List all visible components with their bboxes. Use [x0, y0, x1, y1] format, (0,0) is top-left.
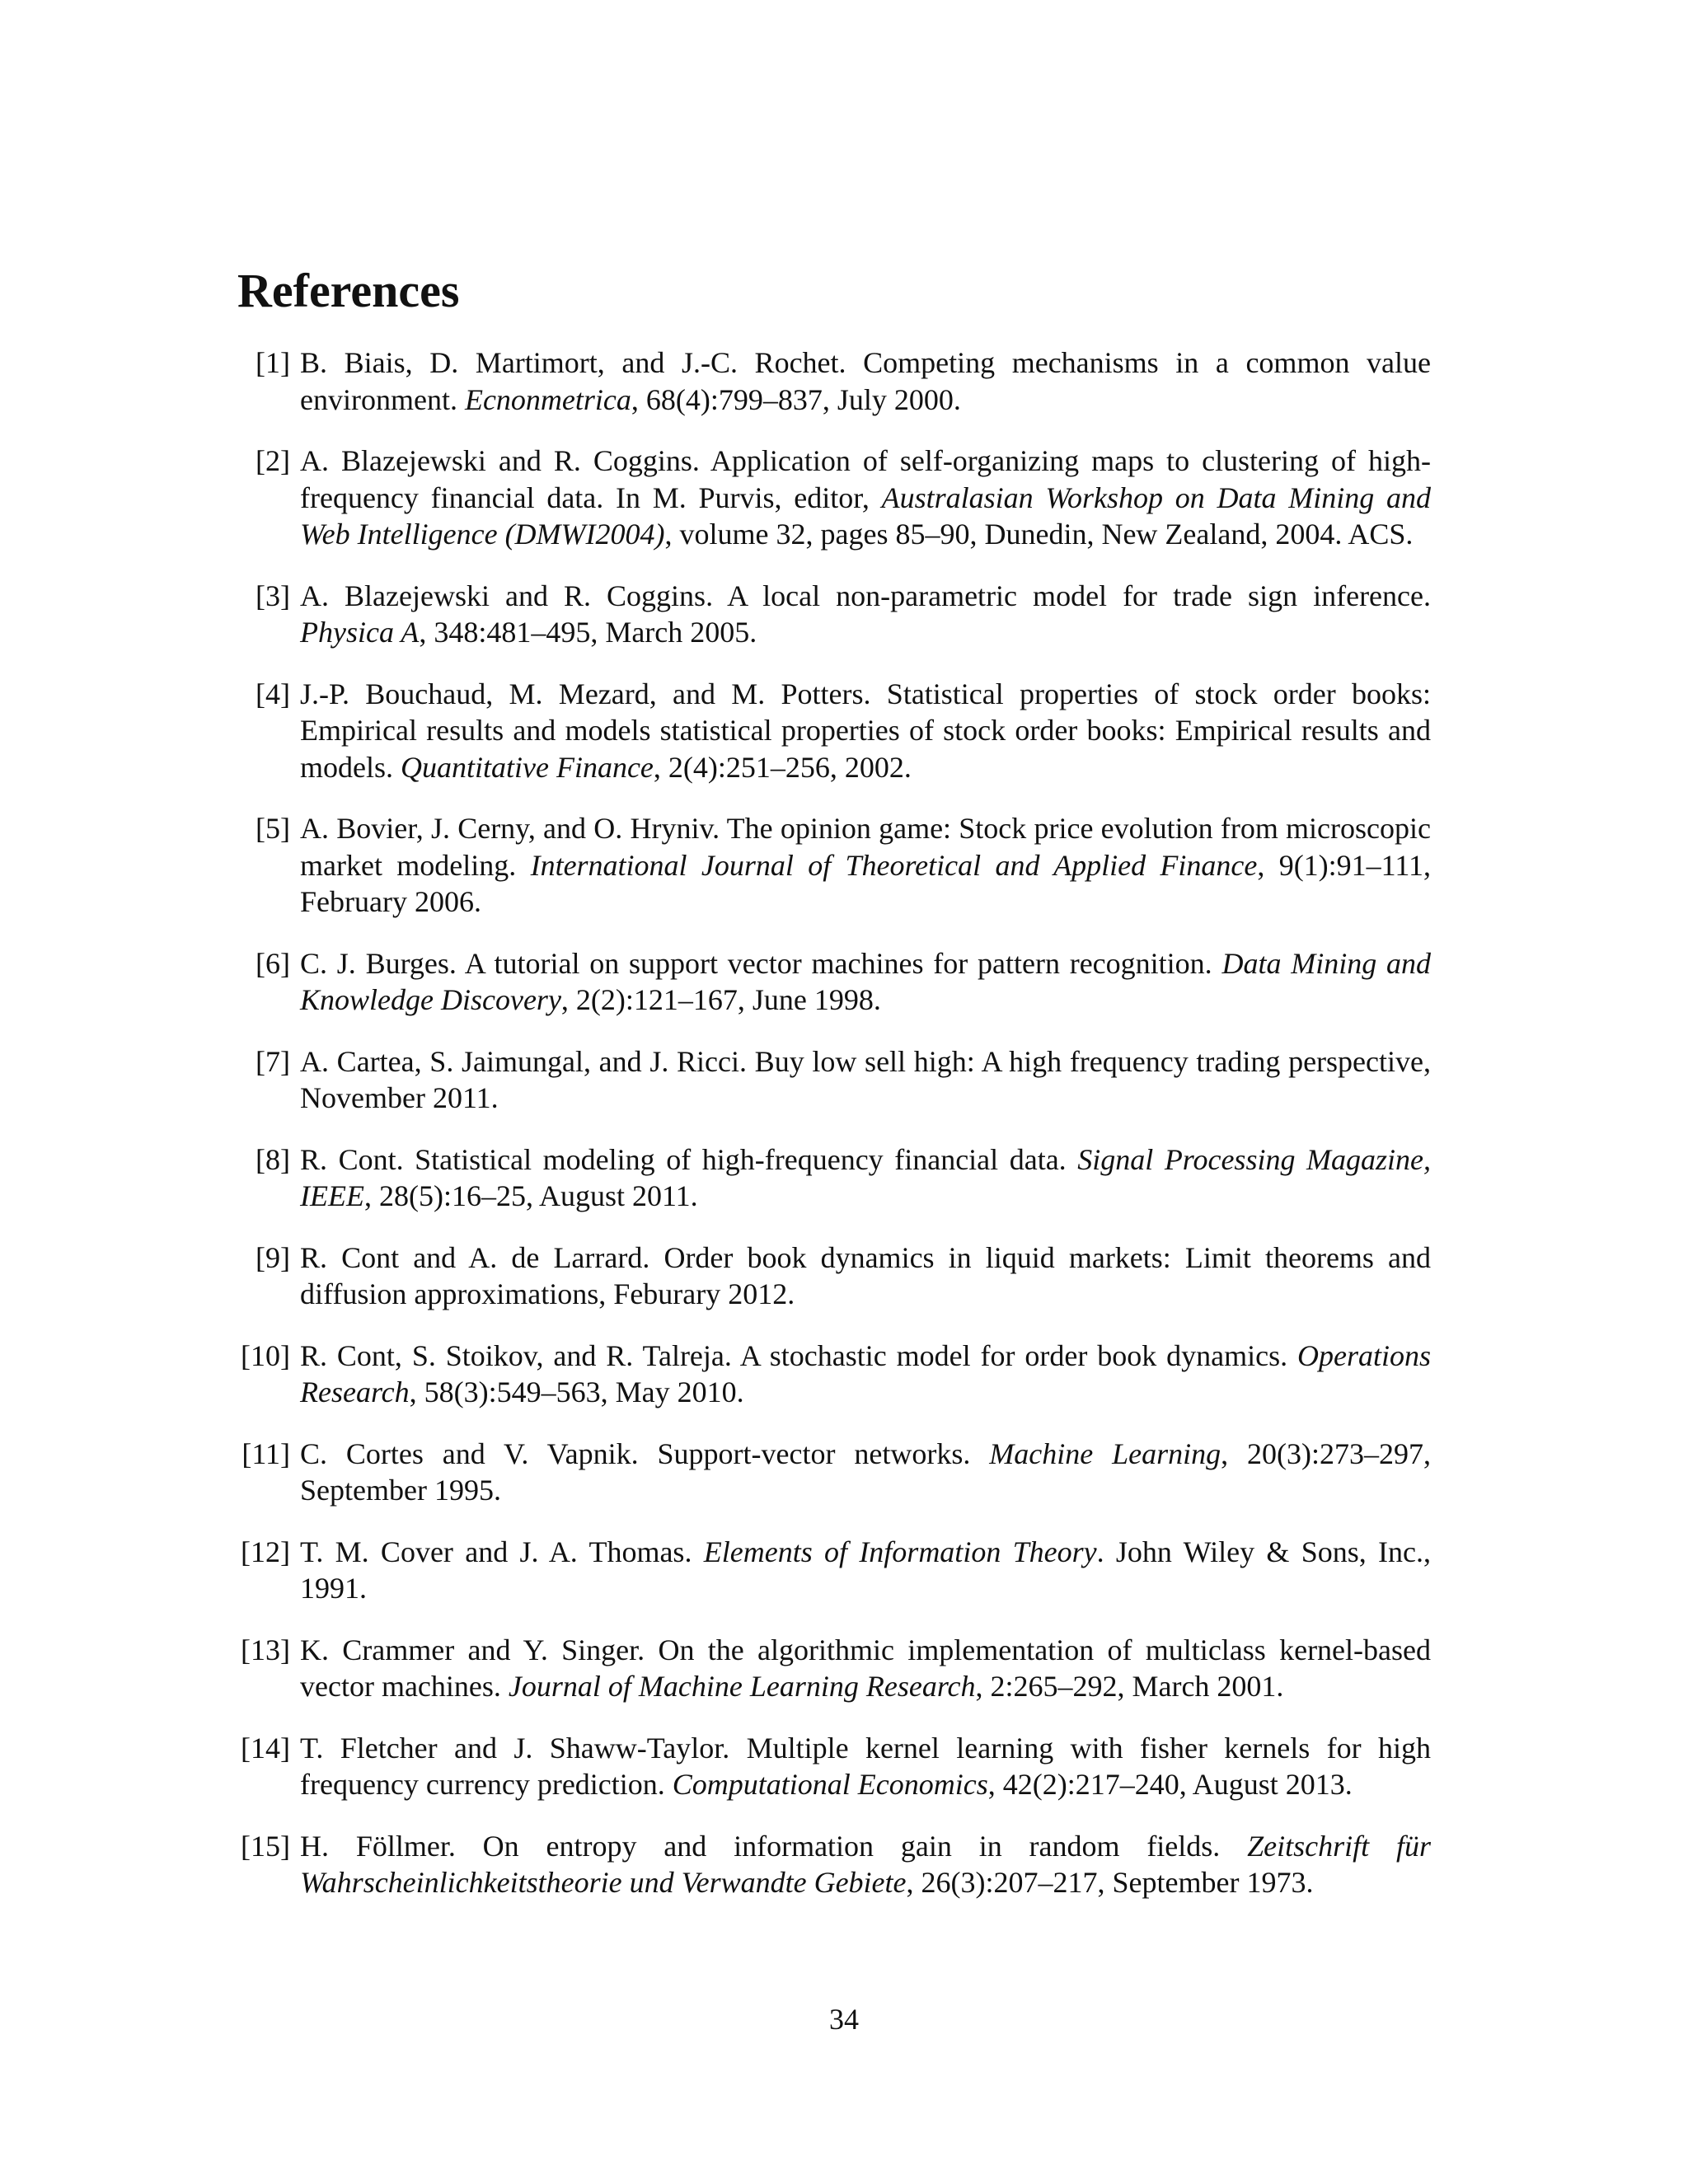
reference-venue: Ecnonmetrica: [464, 382, 631, 416]
reference-number: [12]: [241, 1535, 290, 1568]
reference-details: , 42(2):217–240, August 2013.: [987, 1768, 1353, 1801]
reference-venue: Computational Economics: [672, 1768, 988, 1801]
reference-venue: Quantitative Finance: [401, 750, 654, 784]
reference-item: [237, 578, 1431, 651]
reference-venue: Operations Research: [300, 1338, 1431, 1408]
reference-details: , 20(3):273–297, September 1995.: [300, 1436, 1431, 1507]
reference-text: [300, 444, 1431, 551]
reference-authors-title: C. J. Burges. A tutorial on support vector machines for pattern recognition.: [300, 946, 1222, 980]
reference-authors-title: A. Cartea, S. Jaimungal, and J. Ricci. Buy low sell high: A high frequency trading perspective, November 2011.: [300, 1044, 1431, 1114]
reference-item: [237, 1240, 1431, 1313]
reference-text: [300, 1339, 1431, 1409]
reference-authors-title: K. Crammer and Y. Singer. On the algorithmic implementation of multiclass kernel-based vector machines.: [300, 1633, 1431, 1703]
reference-venue: Data Mining and Knowledge Discovery: [300, 946, 1431, 1016]
reference-venue: Zeitschrift für Wahrscheinlichkeitstheorie und Verwandte Gebiete: [300, 1829, 1431, 1899]
reference-item: [237, 1436, 1431, 1509]
reference-details: , 68(4):799–837, July 2000.: [631, 382, 961, 416]
reference-details: , 9(1):91–111, February 2006.: [300, 848, 1431, 918]
reference-authors-title: A. Bovier, J. Cerny, and O. Hryniv. The opinion game: Stock price evolution from microscopic market modeling.: [300, 812, 1431, 882]
reference-details: , 2:265–292, March 2001.: [975, 1670, 1284, 1703]
reference-text: [300, 947, 1431, 1017]
reference-venue: Australasian Workshop on Data Mining and Web Intelligence (DMWI2004): [300, 480, 1432, 551]
reference-text: [300, 1045, 1431, 1115]
reference-text: [300, 1830, 1431, 1900]
reference-authors-title: A. Blazejewski and R. Coggins. A local non-parametric model for trade sign inference.: [300, 579, 1431, 612]
reference-details: , 348:481–495, March 2005.: [419, 616, 757, 649]
reference-authors-title: B. Biais, D. Martimort, and J.-C. Rochet. Competing mechanisms in a common value environment.: [300, 346, 1431, 416]
reference-details: , 2(2):121–167, June 1998.: [560, 983, 881, 1016]
reference-item: [237, 1828, 1431, 1901]
reference-number: [5]: [256, 812, 290, 845]
reference-item: [237, 344, 1431, 418]
reference-text: [300, 1437, 1431, 1507]
reference-text: [300, 346, 1431, 416]
reference-item: [237, 945, 1431, 1019]
reference-text: [300, 812, 1431, 918]
reference-number: [8]: [256, 1142, 290, 1176]
reference-text: [300, 1732, 1431, 1802]
section-title: References: [237, 264, 460, 317]
reference-text: [300, 1241, 1431, 1311]
reference-number: [7]: [256, 1044, 290, 1078]
reference-item: [237, 1730, 1431, 1803]
reference-number: [2]: [256, 444, 290, 477]
reference-number: [10]: [241, 1338, 290, 1372]
reference-details: , 26(3):207–217, September 1973.: [906, 1866, 1314, 1899]
reference-details: , 28(5):16–25, August 2011.: [363, 1179, 698, 1212]
reference-authors-title: R. Cont and A. de Larrard. Order book dynamics in liquid markets: Limit theorems and diffusion approximations, Feburary 2012.: [300, 1240, 1431, 1310]
reference-venue: Journal of Machine Learning Research: [508, 1670, 976, 1703]
reference-number: [4]: [256, 677, 290, 710]
reference-details: . John Wiley & Sons, Inc., 1991.: [300, 1535, 1431, 1605]
reference-text: [300, 677, 1431, 784]
reference-item: [237, 810, 1431, 921]
reference-number: [11]: [241, 1436, 290, 1470]
reference-authors-title: C. Cortes and V. Vapnik. Support-vector networks.: [300, 1436, 990, 1470]
reference-number: [1]: [256, 346, 290, 379]
reference-text: [300, 1535, 1431, 1605]
reference-item: [237, 1043, 1431, 1117]
reference-authors-title: R. Cont. Statistical modeling of high-frequency financial data.: [300, 1142, 1078, 1176]
reference-text: [300, 1633, 1431, 1704]
reference-authors-title: R. Cont, S. Stoikov, and R. Talreja. A stochastic model for order book dynamics.: [300, 1338, 1297, 1372]
reference-details: , 58(3):549–563, May 2010.: [409, 1376, 744, 1408]
reference-text: [300, 1143, 1431, 1213]
reference-number: [15]: [241, 1829, 290, 1863]
reference-item: [237, 1534, 1431, 1607]
reference-venue: Physica A: [300, 616, 420, 649]
reference-authors-title: H. Föllmer. On entropy and information gain in random fields.: [300, 1829, 1248, 1863]
reference-item: [237, 1632, 1431, 1705]
reference-authors-title: J.-P. Bouchaud, M. Mezard, and M. Potters. Statistical properties of stock order books: Empirical results and models statistical properties of stock order books: Empirical results and models.: [300, 677, 1431, 784]
reference-item: [237, 1141, 1431, 1215]
reference-details: , volume 32, pages 85–90, Dunedin, New Zealand, 2004. ACS.: [664, 518, 1414, 551]
reference-authors-title: T. Fletcher and J. Shaww-Taylor. Multiple kernel learning with fisher kernels for high frequency currency prediction.: [300, 1731, 1431, 1801]
reference-number: [9]: [256, 1240, 290, 1274]
reference-item: [237, 443, 1431, 553]
reference-authors-title: T. M. Cover and J. A. Thomas.: [300, 1535, 704, 1568]
reference-number: [6]: [256, 946, 290, 980]
reference-number: [3]: [256, 579, 290, 612]
page-number: 34: [829, 2003, 859, 2036]
reference-venue: Machine Learning: [989, 1436, 1221, 1470]
reference-venue: Elements of Information Theory: [703, 1535, 1097, 1568]
reference-list: [237, 344, 1431, 1926]
reference-text: [300, 579, 1431, 649]
reference-venue: Signal Processing Magazine, IEEE: [300, 1142, 1431, 1212]
reference-details: , 2(4):251–256, 2002.: [653, 750, 912, 784]
reference-item: [237, 676, 1431, 786]
reference-item: [237, 1338, 1431, 1411]
reference-authors-title: A. Blazejewski and R. Coggins. Application of self-organizing maps to clustering of high-frequency financial data. In M. Purvis, editor,: [300, 444, 1431, 514]
reference-venue: International Journal of Theoretical and Applied Finance: [530, 848, 1258, 882]
reference-number: [14]: [241, 1731, 290, 1765]
reference-number: [13]: [241, 1633, 290, 1666]
